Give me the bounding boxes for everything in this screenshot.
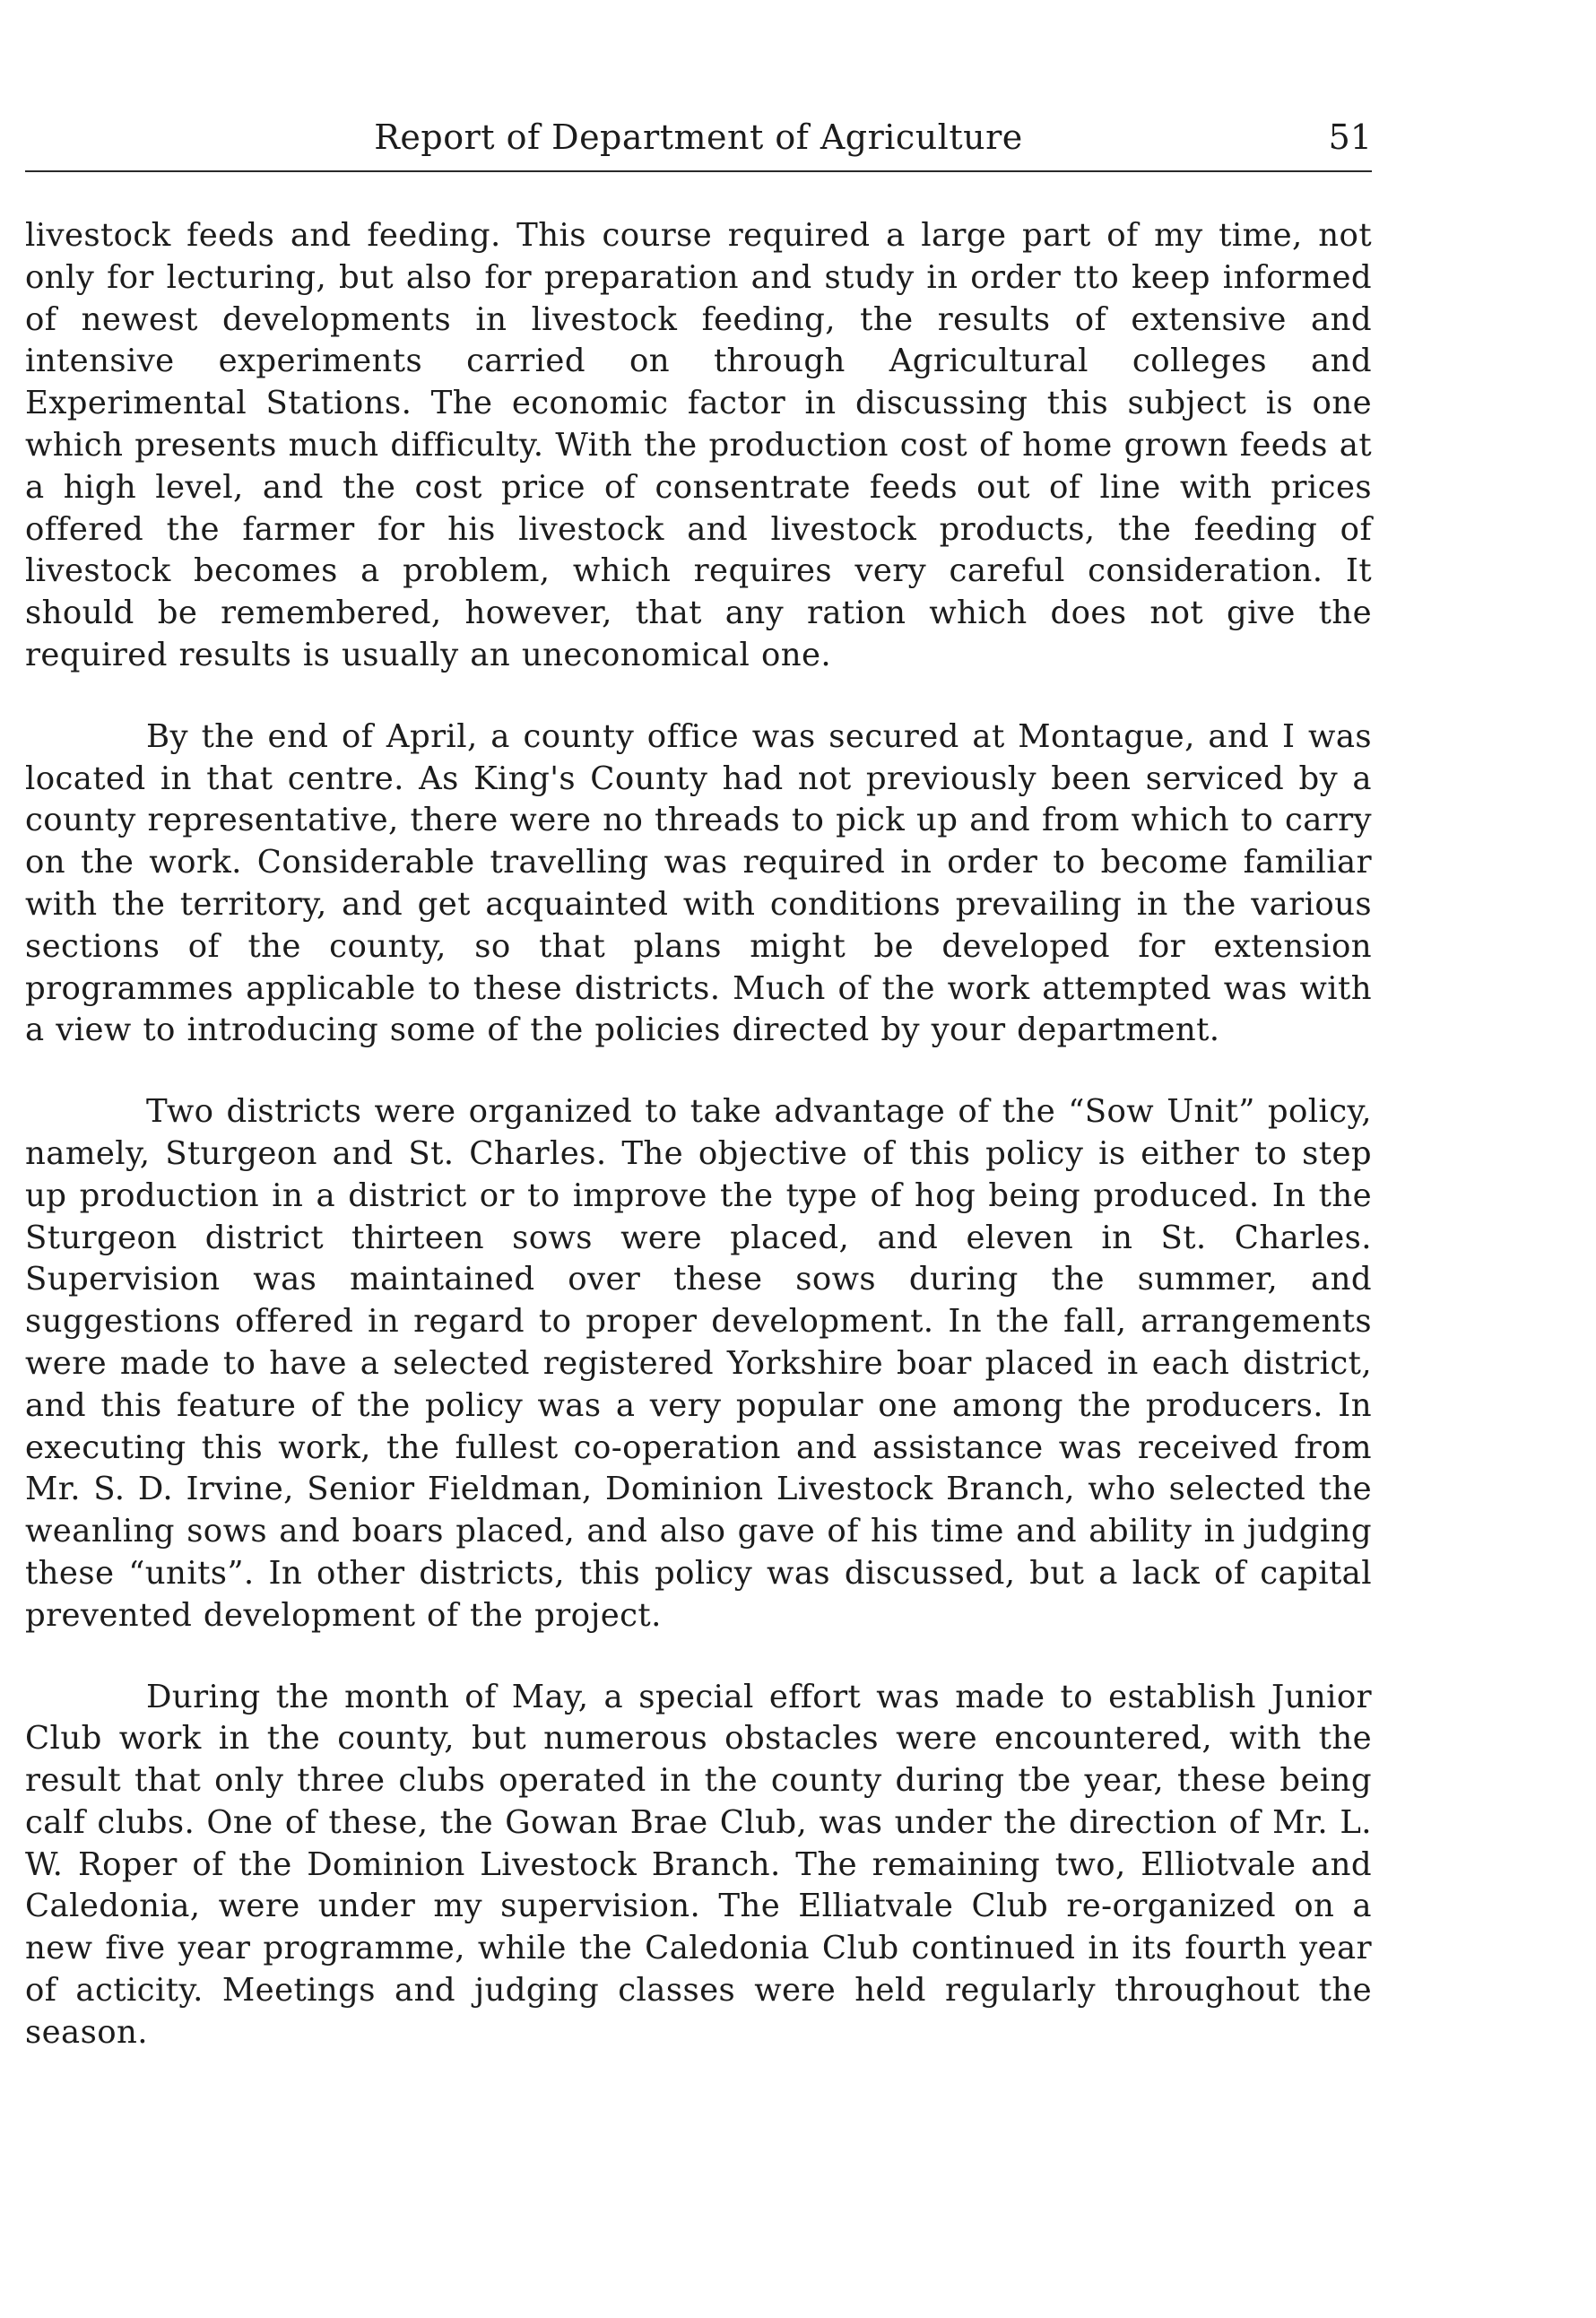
paragraph-livestock-feeds: livestock feeds and feeding. This course required a large part of my time, not only for lecturing, but also for preparation and study in order tto keep informed of newest developments in livestock feeding, the results of extensive and intensive experiments carried on through Agricultural colleges and Experimental Stations. The economic factor in discussing this subject is one which presents much difficulty. With the production cost of home grown feeds at a high level, and the cost price of consentrate feeds out of line with prices offered the farmer for his livestock and livestock products, the feeding of livestock becomes a problem, which requires very careful consideration. It should be remembered, however, that any ration which does not give the required results is usually an uneconomical one. — [25, 217, 1372, 673]
header-rule — [25, 170, 1372, 172]
running-header — [25, 115, 1372, 160]
body-text — [25, 215, 1372, 2094]
paragraph-junior-club-work: During the month of May, a special effort was made to establish Junior Club work in the county, but numerous obstacles were encountered, with the result that only three clubs operated in the county during tbe year, these being calf clubs. One of these, the Gowan Brae Club, was under the direction of Mr. L. W. Roper of the Dominion Livestock Branch. The remaining two, Elliotvale and Caledonia, were under my supervision. The Elliatvale Club re-organized on a new five year programme, while the Caledonia Club continued in its fourth year of acticity. Meetings and judging classes were held regularly throughout the season. — [25, 1678, 1372, 2051]
paragraph-sow-unit-policy: Two districts were organized to take advantage of the “Sow Unit” policy, namely, Sturgeon and St. Charles. The objective of this policy is either to step up production in a district or to improve the type of hog being produced. In the Sturgeon district thirteen sows were placed, and eleven in St. Charles. Supervision was maintained over these sows during the summer, and suggestions offered in regard to proper development. In the fall, arrangements were made to have a selected registered Yorkshire boar placed in each district, and this feature of the policy was a very popular one among the producers. In executing this work, the fullest co-operation and assistance was received from Mr. S. D. Irvine, Senior Fieldman, Dominion Livestock Branch, who selected the weanling sows and boars placed, and also gave of his time and ability in judging these “units”. In other districts, this policy was discussed, but a lack of capital prevented development of the project. — [25, 1093, 1372, 1634]
paragraph-county-office: By the end of April, a county office was secured at Montague, and I was located in that centre. As King's County had not previously been serviced by a county representative, there were no threads to pick up and from which to carry on the work. Considerable travelling was required in order to become familiar with the territory, and get acquainted with conditions prevailing in the various sections of the county, so that plans might be developed for extension programmes applicable to these districts. Much of the work attempted was with a view to introducing some of the policies directed by your department. — [25, 717, 1372, 1049]
page-number: 51 — [1328, 117, 1372, 157]
running-title: Report of Department of Agriculture — [374, 117, 1023, 157]
